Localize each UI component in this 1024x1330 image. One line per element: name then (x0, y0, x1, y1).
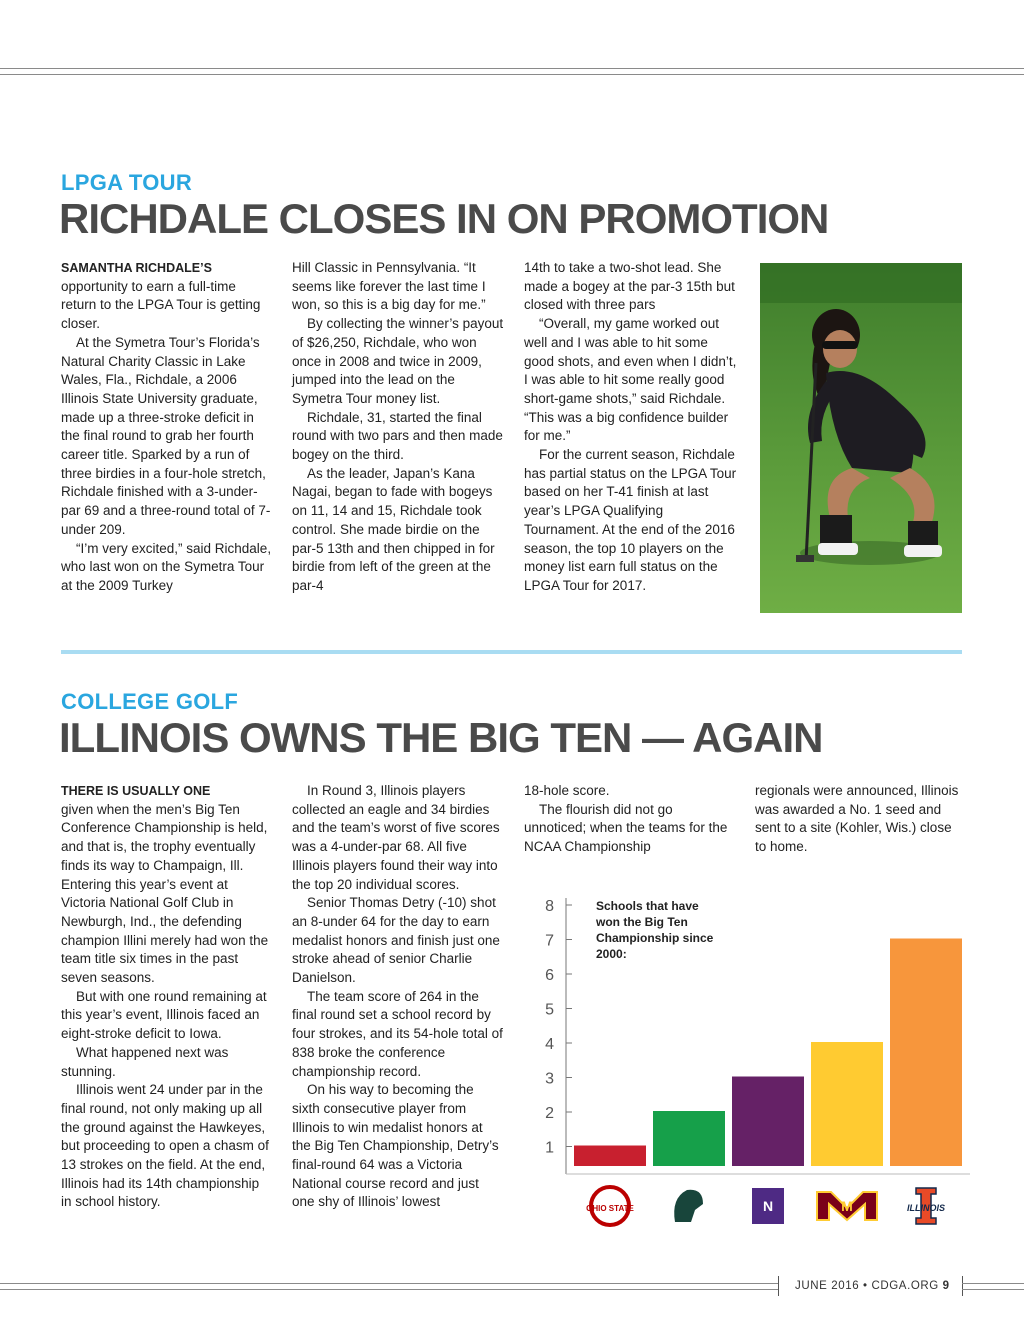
article2-paragraph: regionals were announced, Illinois was awarded a No. 1 seed and sent to a site (Kohler, Wis.) close to home. (755, 783, 959, 855)
footer-tick-right (962, 1276, 963, 1296)
footer-rule-right-2 (962, 1289, 1024, 1290)
article1-column-2 (292, 259, 504, 596)
article1-paragraph: Hill Classic in Pennsylvania. “It seems like forever the last time I won, so this is a big day for me.” (292, 260, 486, 313)
article2-paragraph: The flourish did not go unnoticed; when the teams for the NCAA Championship (524, 801, 728, 855)
section-divider (61, 650, 962, 654)
article2-headline: ILLINOIS OWNS THE BIG TEN — AGAIN (59, 714, 823, 761)
footer-rule-left (0, 1283, 778, 1284)
article1-column-1 (61, 259, 273, 596)
footer: JUNE 2016 • CDGA.ORG 9 (795, 1280, 950, 1292)
school-logo (674, 1190, 703, 1222)
footer-rule-left-2 (0, 1289, 778, 1290)
article1-kicker: LPGA TOUR (61, 170, 193, 195)
article1-paragraph: opportunity to earn a full-time return to the LPGA Tour is getting closer. (61, 278, 261, 332)
article1-column-3 (524, 259, 738, 596)
footer-date: JUNE 2016 (795, 1280, 860, 1292)
school-logo (586, 1187, 634, 1225)
school-logo (752, 1188, 784, 1224)
article2-paragraph: Illinois went 24 under par in the final round, not only making up all the ground against the Hawkeyes, but proceeding to open a chasm of 13 strokes on the field. At the end, Illinois had its 14th championship in school history. (61, 1082, 269, 1210)
article2-column-2 (292, 782, 504, 1212)
article1-paragraph: At the Symetra Tour’s Florida’s Natural Charity Classic in Lake Wales, Fla., Richdale, a 2006 Illinois State University graduate, made up a three-stroke deficit in the final round to grab her fourth career title. Sparked by a run of three birdies in a four-hole stretch, Richdale finished with a 3-under-par 69 and a three-round total of 7-under 209. (61, 334, 271, 537)
chart-annotation-box (596, 898, 726, 978)
chart-annotation: Schools that have won the Big Ten Championship since 2000: (596, 899, 714, 961)
bar (574, 1146, 646, 1167)
article2-paragraph: But with one round remaining at this year’s event, Illinois faced an eight-stroke deficit to Iowa. (61, 988, 267, 1042)
article2-paragraph: Senior Thomas Detry (-10) shot an 8-under 64 for the day to earn medalist honors and finish just one stroke ahead of senior Charlie Danielson. (292, 895, 500, 986)
bar (732, 1077, 804, 1167)
article2-lead: THERE IS USUALLY ONE (61, 784, 211, 798)
y-tick-label: 8 (545, 898, 554, 915)
article1-paragraph: Richdale, 31, started the final round with two pars and then made bogey on the third. (292, 409, 503, 463)
y-tick-label: 1 (545, 1139, 554, 1157)
bar (653, 1111, 725, 1166)
article2-column-3 (524, 782, 738, 857)
article2-paragraph: 18-hole score. (524, 783, 610, 798)
article2-kicker: COLLEGE GOLF (61, 689, 239, 714)
footer-site: CDGA.ORG (871, 1280, 939, 1292)
bar (890, 939, 962, 1167)
article1-paragraph: By collecting the winner’s payout of $26,250, Richdale, who won once in 2008 and twice in 2009, jumped into the lead on the Symetra Tour money list. (292, 316, 504, 406)
y-tick-label: 7 (545, 932, 554, 950)
school-logo-label: ILLINOIS (907, 1203, 945, 1213)
y-tick-label: 4 (545, 1036, 554, 1053)
y-tick-label: 2 (545, 1105, 554, 1122)
school-logo-label: N (762, 1198, 774, 1214)
article1-paragraph: As the leader, Japan’s Kana Nagai, began to fade with bogeys on 11, 14 and 15, Richdale took control. She made birdie on the par-5 13th and then chipped in for birdie from left of the green at the par-4 (292, 465, 495, 593)
footer-tick-left (778, 1276, 779, 1296)
article1-lead: SAMANTHA RICHDALE’S (61, 261, 212, 275)
big-ten-titles-chart (530, 880, 970, 1240)
article1-paragraph: 14th to take a two-shot lead. She made a bogey at the par-3 15th but closed with three pars (524, 260, 735, 313)
spartan-helmet-icon (674, 1190, 703, 1222)
golfer-photo (760, 263, 962, 613)
y-tick-label: 6 (545, 967, 554, 984)
school-logo (817, 1192, 877, 1220)
article2-paragraph: What happened next was stunning. (61, 1044, 229, 1079)
page-number: 9 (942, 1280, 950, 1292)
footer-rule-right (962, 1283, 1024, 1284)
article2-paragraph: The team score of 264 in the final round set a school record by four strokes, and its 54-hole total of 838 broke the conference championship record. (292, 988, 503, 1079)
article1-paragraph: For the current season, Richdale has partial status on the LPGA Tour based on her T-41 finish at last year’s LPGA Qualifying Tournament. At the end of the 2016 season, the top 10 players on the money list earn full status on the LPGA Tour for 2017. (524, 447, 737, 593)
school-logo-label: M (841, 1198, 853, 1214)
school-logo-label: OHIO STATE (586, 1204, 634, 1213)
bar (811, 1042, 883, 1166)
top-rule (0, 68, 1024, 69)
article1-paragraph: “Overall, my game worked out well and I was able to hit some good shots, and even when I didn’t, I was able to hit some really good short-game shots,” said Richdale. “This was a big confidence builder for me.” (524, 316, 737, 444)
article2-paragraph: given when the men’s Big Ten Conference Championship is held, and that is, the trophy eventually finds its way to Champaign, Ill. Entering this year’s event at Victoria National Golf Club in Newburgh, Ind., the defending champion Illini merely had won the team title six times in the past seven seasons. (61, 801, 269, 986)
top-rule-2 (0, 74, 1024, 75)
article1-headline: RICHDALE CLOSES IN ON PROMOTION (59, 195, 829, 242)
y-tick-label: 5 (545, 1001, 554, 1019)
article2-paragraph: On his way to becoming the sixth consecutive player from Illinois to win medalist honors at the Big Ten Championship, Detry’s final-round 64 was a Victoria National course record and just one shy of Illinois’ lowest (292, 1082, 499, 1210)
article2-paragraph: In Round 3, Illinois players collected an eagle and 34 birdies and the team’s worst of five scores was a 4-under-par 68. All five Illinois players found their way into the top 20 individual scores. (292, 783, 500, 892)
article2-column-4 (755, 782, 965, 857)
article2-column-1 (61, 782, 273, 1212)
chart-logos (586, 1187, 945, 1225)
y-tick-label: 3 (545, 1070, 554, 1088)
article1-paragraph: “I’m very excited,” said Richdale, who last won on the Symetra Tour at the 2009 Turkey (61, 540, 272, 593)
school-logo (907, 1188, 945, 1224)
